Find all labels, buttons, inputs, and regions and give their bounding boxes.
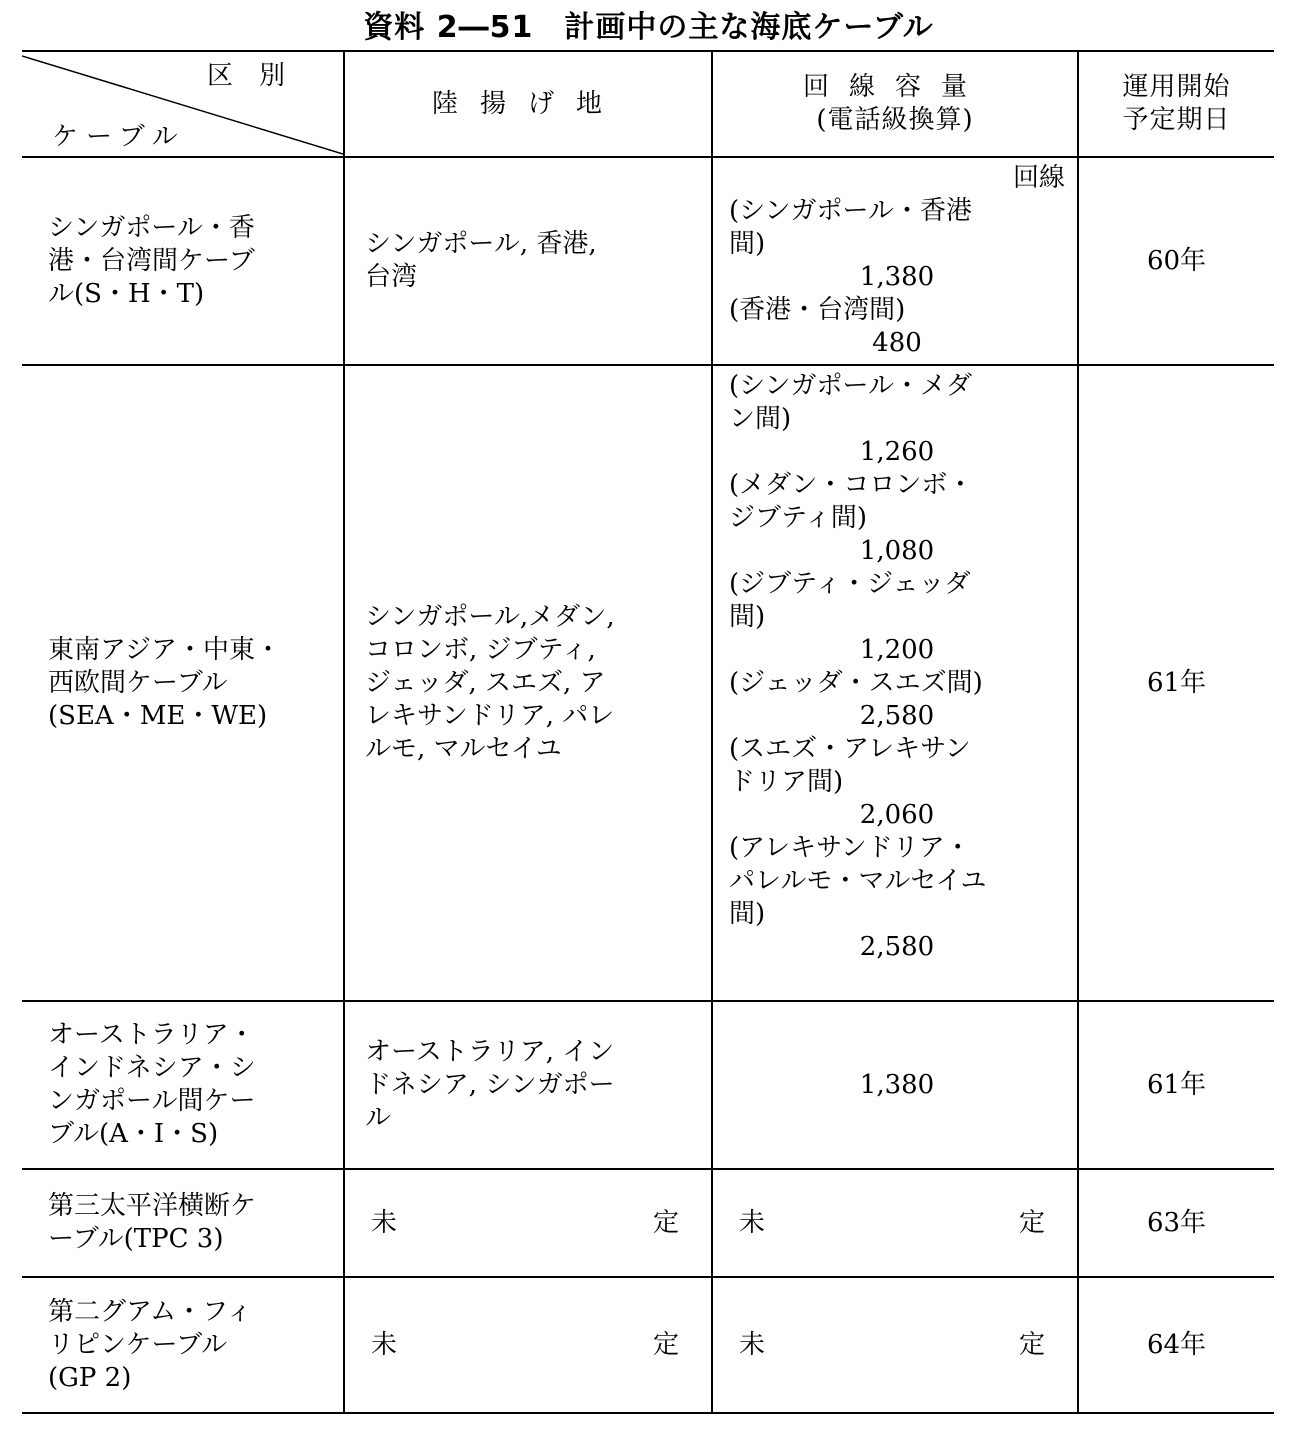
capacity-value: 480 (872, 328, 922, 358)
circuit-capacity: 未 定 (712, 1169, 1078, 1277)
landing-points: 未 定 (344, 1169, 712, 1277)
circuit-capacity: 回線 (シンガポール・香港 間) 1,380 (香港・台湾間) 480 (712, 157, 1078, 365)
capacity-value: 1,380 (859, 1069, 935, 1100)
header-start-date: 運用開始 予定期日 (1078, 51, 1274, 157)
page-title: 資料 2―51 計画中の主な海底ケーブル (363, 10, 934, 45)
start-date: 64年 (1078, 1277, 1274, 1413)
table-row (22, 1169, 1274, 1277)
start-date: 63年 (1078, 1169, 1274, 1277)
capacity-value: 1,080 (859, 536, 935, 566)
landing-points: シンガポール,メダン, コロンボ, ジブティ, ジェッダ, スエズ, ア レキサンドリア, パレ ルモ, マルセイユ (344, 365, 712, 1001)
capacity-value: 1,260 (859, 437, 935, 467)
header-landing: 陸揚げ地 (344, 51, 712, 157)
table-row (22, 365, 1274, 1001)
landing-points: 未 定 (344, 1277, 712, 1413)
header-cable: ケーブル (52, 122, 186, 152)
submarine-cable-table (22, 50, 1274, 1414)
capacity-unit: 回線 (1012, 163, 1065, 193)
landing-points: シンガポール, 香港, 台湾 (344, 157, 712, 365)
cable-name: 第二グアム・フィ リピンケーブル (GP 2) (48, 1296, 253, 1393)
start-date: 61年 (1078, 365, 1274, 1001)
circuit-capacity: 未 定 (712, 1277, 1078, 1413)
landing-points: オーストラリア, イン ドネシア, シンガポー ル (344, 1001, 712, 1169)
capacity-value: 2,580 (859, 701, 935, 731)
header-row (22, 51, 1274, 157)
capacity-value: 1,380 (859, 262, 935, 292)
table-row (22, 157, 1274, 365)
circuit-capacity: (シンガポール・メダ ン間) 1,260 (メダン・コロンボ・ ジブティ間) 1,080 (ジブティ・ジェッダ 間) 1,200 (ジェッダ・スエズ間) 2,580 (スエズ・アレキサン ドリア間) 2,060 (アレキサンドリア・ パレルモ・マルセイユ 間) 2,580 (712, 365, 1078, 1001)
start-date: 60年 (1078, 157, 1274, 365)
table-row (22, 1277, 1274, 1413)
header-capacity: 回線容量 (電話級換算) (712, 51, 1078, 157)
header-diagonal-cell (22, 51, 344, 157)
cable-name: シンガポール・香 港・台湾間ケーブ ル(S・H・T) (48, 212, 255, 309)
header-kubetsu: 区別 (206, 61, 311, 91)
capacity-value: 1,200 (859, 635, 935, 665)
table-row (22, 1001, 1274, 1169)
capacity-value: 2,580 (859, 932, 935, 962)
capacity-value: 2,060 (859, 800, 935, 830)
cable-name: オーストラリア・ インドネシア・シ ンガポール間ケー ブル(A・I・S) (48, 1020, 256, 1149)
cable-name: 東南アジア・中東・ 西欧間ケーブル (SEA・ME・WE) (48, 634, 281, 731)
circuit-capacity (712, 1001, 1078, 1169)
start-date: 61年 (1078, 1001, 1274, 1169)
cable-name: 第三太平洋横断ケ ーブル(TPC 3) (48, 1191, 257, 1254)
